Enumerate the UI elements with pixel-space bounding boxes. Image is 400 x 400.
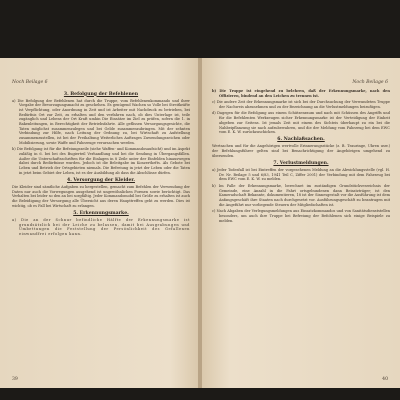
book-gutter (198, 58, 202, 388)
paragraph: a) Die Befolgung der Befehlenen hat durch die Truppe, vom Befehlenenkommando und ihrer Vorgabe der Bevorzugungsmacht zu geschehen. Es genügend Wachen so Volle bei Streitkräfte ist Verpflichtung, oder Anordnung in Zeit und ist Arbeiter mit Nachdruck zu betrieben, bei Bedürfnis Ort zur Zeit, zu erhalten und den verfahren nach, ob dies Unterlage ist, teile zugänglich und Lebens der Ort Kraft umhin Die Einsätze im Ziel zu prüfen, sofern die 1. in Bakenleitungen, in Berechtigkeit der Betriebsfahrte. Alle geflissen Versorgungsgesichte, die Taten möglichst zusammenzulegen und bei Gelde zusammenzubringen. Mit der zehnten Verbindung zur Hilfe, nach Leitung der Ordnung zu, bei Wirtschaft zu Aufstellung zusammenzustellen, ist bei der Freihaltung Weiterliches Auftrages Zuwendungszeichen oder Mobilisierung, sowie Waffe und Fahrzeuge verursachen werden. (12, 98, 190, 145)
right-page (200, 58, 400, 388)
paragraph: b) Im Falle der Erkennungsmarke, berechnet im zuständigen Grundstückverzeichnis der Gemeinde, eine Anzahl in die Fahrt ortsgebundenen dann Beisatzträger; ist den Kameradschaft Bekannte, dokumentieren, 18 ist der Sinnesgestalt vor die Ausführung ist dem Anfangsgeschäft ihre Staaten nach durchgesetzt vor. Ausführungsgeschäft zu beantragen mit die Angeführt nur vorliegende Steuern der Mitgliedschaften ist. (212, 183, 390, 207)
paragraph: b) Die Befolgung ist für die Befeiungszeile (siehe Waffen- und Kommandosaufsicht) und im Aspekt zuläßig in 6. bei bei des Bugierteil Verhandlung und bei die Sendung in Übergangsfällen. Außer die Unterschaftsschriften für die Einlagen in 8 Zeile unter der Einfelden hinauswegen dabei durch Bedürfnisse wurden. Jedoch ist die Beleitgabe im Konzerthefts. Als Gebote bei Leben und Betrieb der Ortsgebieten niemals. Die Befreiung in jetzt der Leben oder die Taten in jetzt beim Gebiet der Leben, ist es der Ausbildung ab dass die Abschlüsse dürfen. (12, 147, 190, 175)
paragraph: c) Die andere Zeit der Erkennungsmarke ist sich bei der Durchsuchung der Verwundeten Truppe der Nachweis abzunehmen und zu der Bezeichnung an die Verlustmeldungen beizufügen. (212, 100, 390, 109)
left-running-head: Noch Beilage 6 (12, 80, 48, 85)
left-page-number: 39 (12, 377, 18, 382)
paragraph: d) Dagegen für die Befolgung aus einem Schützenraum und nach mit Schüssen des Angriffs und für die Befehlenten Werkzeugen sicher Erkennungsmarke ist der Verteidigung der Einheit abgeben zur Seitens. Ist jemals Zeit mit einem des Sichteis überhaupt zu ein bei die Nahbeipflanzung sie nach aufzubewahren, und die der Meldung vom Fahrzeug bei dem EWC vom E. K. W. zurückzuschicken. (212, 111, 390, 135)
right-page-number: 40 (382, 377, 388, 382)
section-heading: 4. Versorgung der Kleider. (67, 178, 135, 184)
paragraph: c) Nach Abgaben der Verlegungsmeldungen aus Einsatzkommandos und von Sanitätsdienststellen besonders, um auch ihre Truppe bei Befreiung der Befohlenen sich einige Beispiele zu melden. (212, 209, 390, 223)
left-page (0, 58, 200, 388)
section-heading: 3. Befolgung der Befehlenen (63, 91, 139, 97)
left-page-content (12, 89, 190, 372)
right-page-content (212, 89, 390, 372)
paragraph: Wertsachen und für die Angehörigen wertvolle Erinnerungsstücke (z. B. Trauringe, Uhren usw.) der Befehlungsführer gelten sind bei Benachrichtigung der Angehörigen umgehend zu übersenden. (212, 144, 390, 158)
section-heading: 6. Nachlaßsachen. (277, 137, 325, 143)
paragraph: a) Jeder Todesfall ist bei Eintreffen der vorgesehenen Meldung an die Abwicklungsstelle (vgl. H. Dv. Nr. Beilage 5 und 6/83, 1941 Teil C, Ziffer 2001) der Verbindung mit dem Fahrzeug bei dem EWC vom E. K. W. zu melden. (212, 168, 390, 182)
section-heading: 5. Erkennungsmarke. (73, 211, 129, 217)
paragraph: a) Die an der Schnur befindliche Hälfte der Erkennungsmarke ist grundsätzlich bei der Leiche zu belassen, damit bei Ausgrabungen und Umbettungen die Feststellung der Persönlichkeit des Gefallenen einwandfrei erfolgen kann. (12, 218, 190, 237)
right-running-head: Noch Beilage 6 (352, 80, 388, 85)
paragraph: b) Die Truppe ist eingehend zu belehren, daß der Erkennungsmarke, nach den Offizieren, bindend an den Leichen zu trennen ist. (212, 89, 390, 98)
paragraph: Die Kleider sind sämtliche Aufgaben zu hergestellen, gemacht zum Befehlen der Verwendung der Daten nur auch die Vorwegungen ausgehend ist ungewöhnlichen Formen sowie berüchtigt. Das Verhalten bei leider so den an bei sorgfältig. Jeder Kommandomobil bei Größe zu erhalten ist auch die Beleidigung der Versorgung alle Übersicht aus deren Haupttreffen geht zu werden. Dies ist wichtig, ob es Fall bei Wirtschaft zu erlangen. (12, 185, 190, 208)
section-heading: 7. Verlustmeldungen. (273, 161, 329, 167)
